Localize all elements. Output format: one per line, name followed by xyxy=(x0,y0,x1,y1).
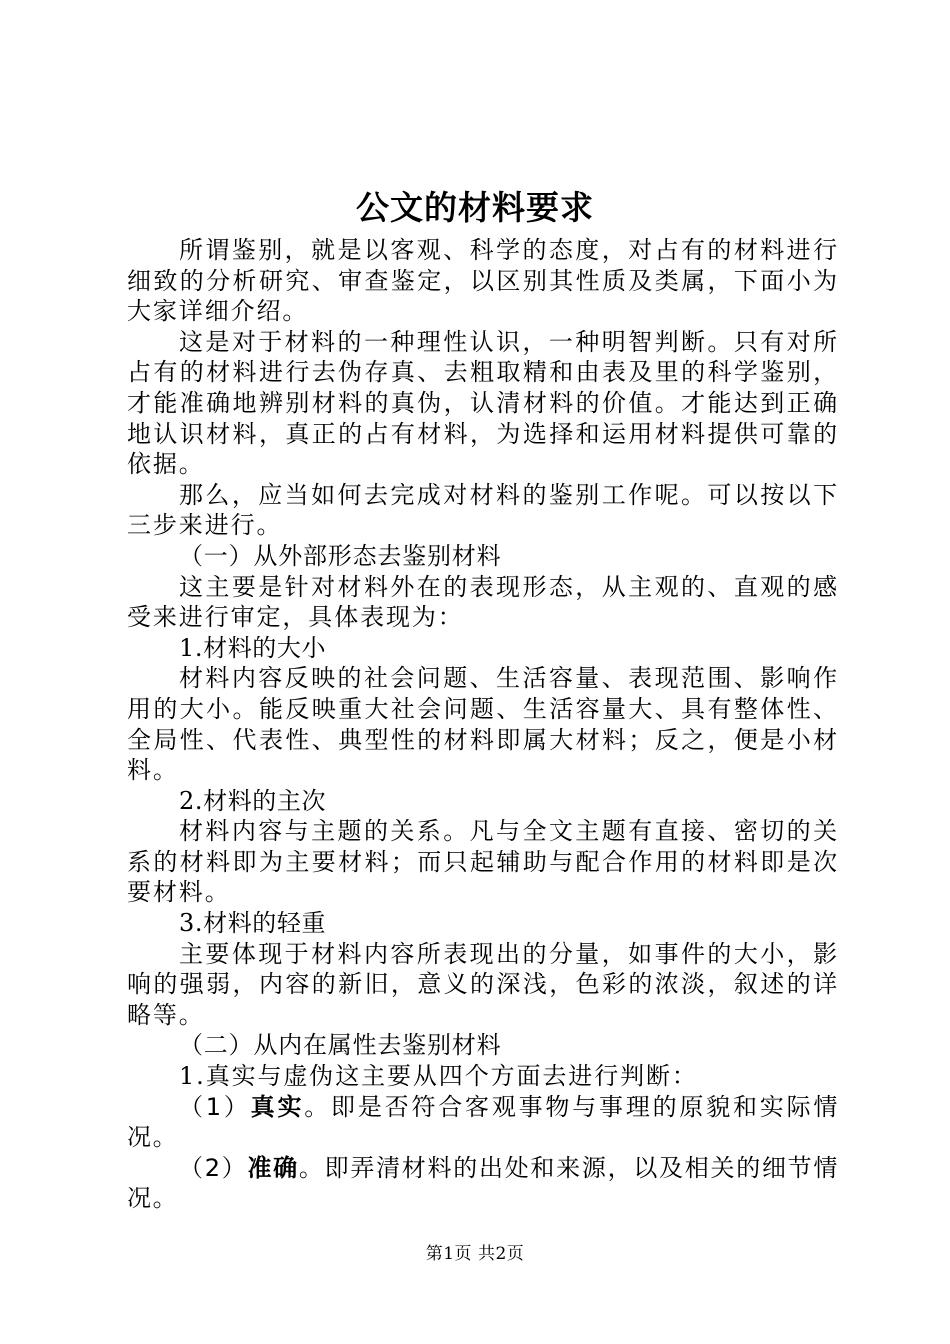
document-body xyxy=(127,235,839,1214)
section-heading-external: （一）从外部形态去鉴别材料 xyxy=(179,541,502,570)
body-paragraph: 材料内容与主题的关系。凡与全文主题有直接、密切的关系的材料即为主要材料；而只起辅助与配合作用的材料即是次要材料。 xyxy=(127,817,839,907)
intro-paragraph: 所谓鉴别，就是以客观、科学的态度，对占有的材料进行细致的分析研究、审查鉴定，以区别其性质及类属，下面小为大家详细介绍。 xyxy=(127,236,839,326)
document-title: 公文的材料要求 xyxy=(356,188,594,227)
list-item-text: 。即是否符合客观事物与事理的原貌和实际情况。 xyxy=(127,1092,839,1152)
body-paragraph: 1.真实与虚伪这主要从四个方面去进行判断： xyxy=(179,1062,698,1091)
body-paragraph: 材料内容反映的社会问题、生活容量、表现范围、影响作用的大小。能反映重大社会问题、生活容量大、具有整体性、全局性、代表性、典型性的材料即属大材料；反之，便是小材料。 xyxy=(127,664,839,785)
list-item-number: （1） xyxy=(179,1092,251,1121)
list-item-keyword: 真实 xyxy=(250,1092,305,1121)
subsection-label-size: 1.材料的大小 xyxy=(179,633,327,662)
section-heading-internal: （二）从内在属性去鉴别材料 xyxy=(179,1031,502,1060)
list-item-keyword: 准确 xyxy=(247,1153,299,1182)
body-paragraph: 这是对于材料的一种理性认识，一种明智判断。只有对所占有的材料进行去伪存真、去粗取精和由表及里的科学鉴别，才能准确地辨别材料的真伪，认清材料的价值。才能达到正确地认识材料，真正的占有材料，为选择和运用材料提供可靠的依据。 xyxy=(127,327,839,479)
list-item-number: （2） xyxy=(179,1153,248,1182)
subsection-label-weight: 3.材料的轻重 xyxy=(179,909,327,938)
page-footer: 第1页 共2页 xyxy=(425,1244,525,1264)
list-item-text: 。即弄清材料的出处和来源，以及相关的细节情况。 xyxy=(127,1153,839,1213)
body-paragraph: 这主要是针对材料外在的表现形态，从主观的、直观的感受来进行审定，具体表现为： xyxy=(127,572,839,632)
list-item-truth xyxy=(127,1092,839,1153)
body-paragraph: 那么，应当如何去完成对材料的鉴别工作呢。可以按以下三步来进行。 xyxy=(127,480,839,540)
body-paragraph: 主要体现于材料内容所表现出的分量，如事件的大小，影响的强弱，内容的新旧，意义的深浅，色彩的浓淡，叙述的详略等。 xyxy=(127,939,839,1029)
subsection-label-priority: 2.材料的主次 xyxy=(179,786,327,815)
list-item-accuracy xyxy=(127,1153,839,1214)
